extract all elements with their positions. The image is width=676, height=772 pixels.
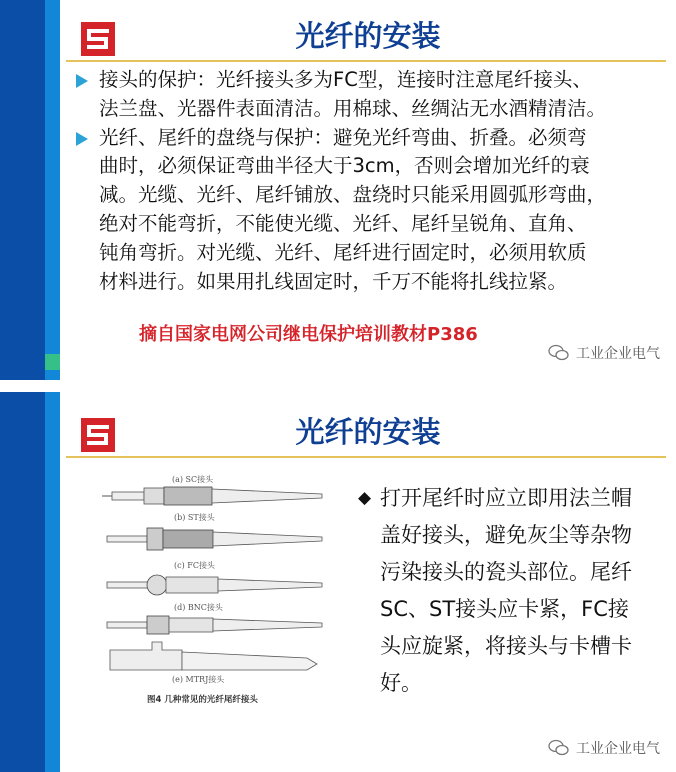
left-bar [0,0,60,380]
bnc-connector-drawing [107,616,322,634]
page-title: 光纤的安装 [295,19,441,53]
title-divider [66,456,666,458]
bullet-list [76,66,666,296]
source-note: 摘自国家电网公司继电保护培训教材P386 [139,324,478,345]
figure-label: (c) FC接头 [174,561,215,570]
mtrj-connector-drawing [110,642,317,670]
connector-figure [92,470,342,710]
diamond-bullet-icon: ◆ [358,488,372,508]
side-text: ◆ 打开尾纤时应立即用法兰帽 盖好接头，避免灰尘等杂物 污染接头的瓷头部位。尾纤 SC、ST接头应卡紧，FC接 头应旋紧，将接头与卡槽卡 好。 [358,480,658,702]
sc-connector-drawing [102,487,322,505]
figure-label: (a) SC接头 [172,475,214,484]
wechat-icon [548,344,570,362]
st-connector-drawing [107,528,322,550]
figure-label: (d) BNC接头 [174,603,223,612]
figure-label: (b) ST接头 [174,513,215,522]
figure-caption: 图4 几种常见的光纤尾纤接头 [147,695,258,705]
fc-connector-drawing [107,575,322,595]
page-title: 光纤的安装 [295,415,441,449]
slide-separator [0,380,676,392]
triangle-bullet-icon [76,132,88,146]
title-divider [66,60,666,62]
slide-2 [0,392,676,772]
bullet-item: 接头的保护：光纤接头多为FC型，连接时注意尾纤接头、 法兰盘、光器件表面清洁。用棉球、丝绸沾无水酒精清洁。 [76,66,666,124]
watermark: 工业企业电气 [548,343,660,363]
triangle-bullet-icon [76,74,88,88]
watermark: 工业企业电气 [548,738,660,758]
bullet-item: 光纤、尾纤的盘绕与保护：避免光纤弯曲、折叠。必须弯 曲时，必须保证弯曲半径大于3cm，否则会增加光纤的衰 减。光缆、光纤、尾纤铺放、盘绕时只能采用圆弧形弯曲， 绝对不能弯折，不能使光缆、光纤、尾纤呈锐角、直角、 钝角弯折。对光缆、光纤、尾纤进行固定时，必须用软质 材料进行。如果用扎线固定时，千万不能将扎线拉紧。 [76,124,666,297]
figure-label: (e) MTRJ接头 [172,675,225,684]
wechat-icon [548,739,570,757]
bar-accent [45,354,60,370]
slide-1 [0,0,676,380]
